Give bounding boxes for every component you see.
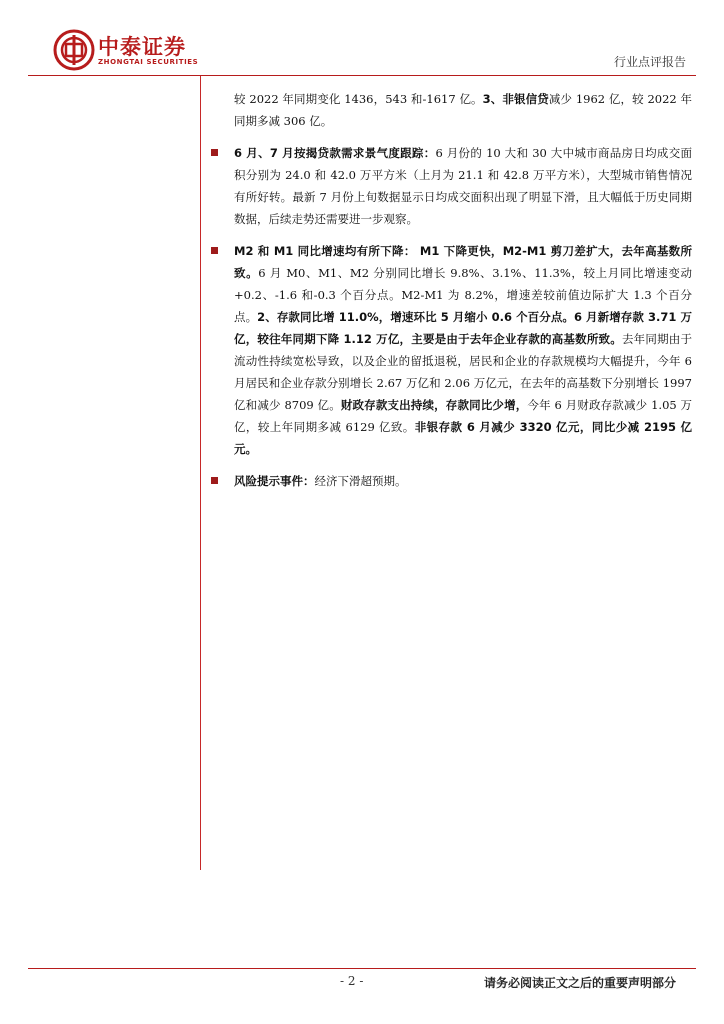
main-content bbox=[210, 88, 692, 492]
report-type-label: 行业点评报告 bbox=[613, 55, 686, 69]
para2-heading: M2 和 M1 同比增速均有所下降： M1 下降更快，M2-M1 剪刀差扩大，去年高基数所致。 bbox=[234, 244, 692, 280]
footer-disclaimer: 请务必阅读正文之后的重要声明部分 bbox=[483, 976, 676, 990]
square-bullet-icon bbox=[211, 477, 218, 484]
left-margin-rule bbox=[200, 76, 201, 870]
paragraph-money-supply bbox=[210, 240, 692, 460]
zhongtai-logo-icon bbox=[53, 29, 95, 71]
para1-text: 6 月份的 10 大和 30 大中城市商品房日均成交面积分别为 24.0 和 42.0 万平方米（上月为 21.1 和 42.8 万平方米），大型城市销售情况有所好转。最新 7 月份上旬数据显示日均成交面积出现了明显下滑，且大幅低于历史同期数据，后续走势还需要进一步观察。 bbox=[234, 146, 693, 226]
paragraph-continuation bbox=[210, 88, 692, 132]
square-bullet-icon bbox=[211, 149, 218, 156]
para2-text-1: 6 月 M0、M1、M2 分别同比增长 9.8%、3.1%、11.3%，较上月同比增速变动+0.2、-1.6 和-0.3 个百分点。M2-M1 为 8.2%，增速差较前值边际扩大 1.3 个百分点。 bbox=[234, 266, 692, 324]
para2-bold-2: 2、存款同比增 11.0%，增速环比 5 月缩小 0.6 个百分点。6 月新增存款 3.71 万亿，较往年同期下降 1.12 万亿，主要是由于去年企业存款的高基数所致。 bbox=[234, 310, 692, 346]
page-number: - 2 - bbox=[340, 974, 364, 988]
logo-english-text: ZHONGTAI SECURITIES bbox=[98, 58, 199, 66]
para0-text-2: 减少 1962 亿，较 2022 年同期多减 306 亿。 bbox=[234, 92, 692, 128]
para0-bold-1: 3、非银信贷 bbox=[482, 92, 549, 106]
para0-text-1: 较 2022 年同期变化 1436，543 和-1617 亿。 bbox=[234, 92, 483, 106]
logo-chinese-text: 中泰证券 bbox=[98, 35, 186, 59]
paragraph-risk-warning bbox=[210, 470, 692, 492]
para2-text-3: 今年 6 月财政存款减少 1.05 万亿，较上年同期多减 6129 亿致。 bbox=[234, 398, 693, 434]
para3-heading: 风险提示事件： bbox=[234, 474, 315, 488]
para2-bold-3: 财政存款支出持续，存款同比少增， bbox=[340, 398, 528, 412]
para1-heading: 6 月、7 月按揭贷款需求景气度跟踪： bbox=[234, 146, 436, 160]
paragraph-mortgage-demand bbox=[210, 142, 692, 230]
square-bullet-icon bbox=[211, 247, 218, 254]
para3-text: 经济下滑超预期。 bbox=[314, 474, 407, 488]
para2-bold-4: 非银存款 6 月减少 3320 亿元，同比少减 2195 亿元。 bbox=[234, 420, 692, 456]
footer-divider bbox=[28, 968, 696, 969]
header-divider bbox=[28, 75, 696, 76]
para2-text-2: 去年同期由于流动性持续宽松导致，以及企业的留抵退税，居民和企业的存款规模均大幅提升，今年 6 月居民和企业存款分别增长 2.67 万亿和 2.06 万亿元，在去年的高基数下分别增长 1997 亿和减少 8709 亿。 bbox=[234, 332, 692, 412]
company-logo bbox=[53, 29, 223, 73]
